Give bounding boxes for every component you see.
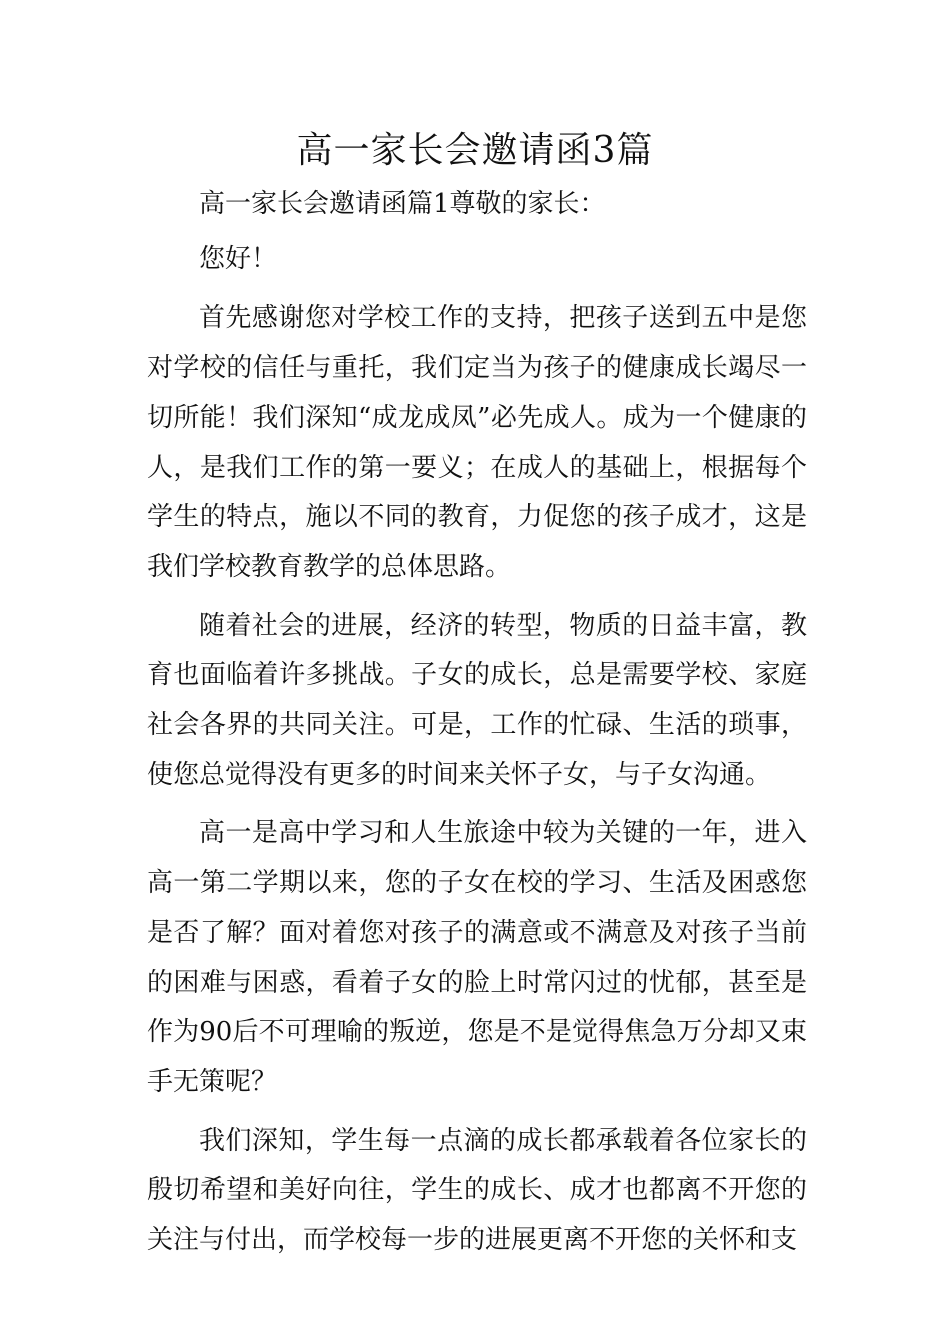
body-paragraph-2: 随着社会的进展，经济的转型，物质的日益丰富，教育也面临着许多挑战。子女的成长，总是需要学校、家庭社会各界的共同关注。可是，工作的忙碌、生活的琐事，使您总觉得没有更多的时间来关怀子女，与子女沟通。	[147, 610, 807, 790]
document-title: 高一家长会邀请函3篇	[296, 130, 654, 171]
body-paragraph-3: 高一是高中学习和人生旅途中较为关键的一年，进入高一第二学期以来，您的子女在校的学习、生活及困惑您是否了解？面对着您对孩子的满意或不满意及对孩子当前的困难与困惑，看着子女的脸上时常闪过的忧郁，甚至是作为90后不可理喻的叛逆，您是不是觉得焦急万分却又束手无策呢？	[147, 818, 807, 1097]
body-paragraph-1: 首先感谢您对学校工作的支持，把孩子送到五中是您对学校的信任与重托，我们定当为孩子的健康成长竭尽一切所能！我们深知“成龙成凤”必先成人。成为一个健康的人，是我们工作的第一要义；在成人的基础上，根据每个学生的特点，施以不同的教育，力促您的孩子成才，这是我们学校教育教学的总体思路。	[147, 303, 807, 582]
body-paragraph-4: 我们深知，学生每一点滴的成长都承载着各位家长的殷切希望和美好向往，学生的成长、成才也都离不开您的关注与付出，而学校每一步的进展更离不开您的关怀和支	[147, 1125, 807, 1256]
document-body	[147, 180, 807, 1266]
intro-line: 高一家长会邀请函篇1尊敬的家长：	[199, 189, 606, 219]
greeting-line: 您好！	[199, 243, 278, 274]
